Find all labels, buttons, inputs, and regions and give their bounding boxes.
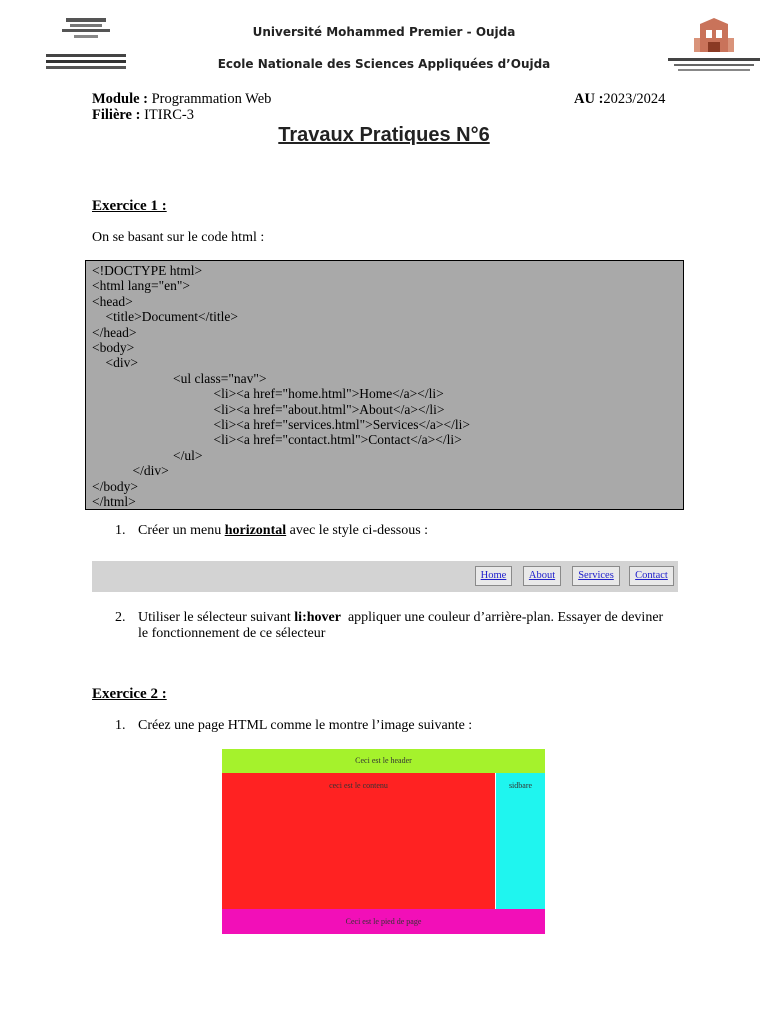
code-line: <!DOCTYPE html> <box>92 263 203 278</box>
exercise2-title: Exercice 2 : <box>92 686 167 702</box>
code-line: </head> <box>92 324 137 340</box>
code-line: </ul> <box>92 447 203 463</box>
ex1-item2-pre: Utiliser le sélecteur suivant <box>138 610 295 625</box>
ex1-item2-post: appliquer une couleur d’arrière-plan. Essayer de deviner <box>340 610 664 625</box>
ex2-item1-text: Créez une page HTML comme le montre l’image suivante : <box>138 718 473 733</box>
code-line: <li><a href="about.html">About</a></li> <box>92 401 445 417</box>
layout-footer: Ceci est le pied de page <box>222 909 545 934</box>
module-line <box>92 91 271 108</box>
code-line: <div> <box>92 355 138 371</box>
filiere-value: ITIRC-3 <box>140 107 195 123</box>
layout-header: Ceci est le header <box>222 749 545 773</box>
module-label: Module : <box>92 91 148 107</box>
code-line: <body> <box>92 340 135 355</box>
ex1-item1-bold: horizontal <box>224 523 287 538</box>
layout-sidebar: sidbare <box>496 773 545 909</box>
ex1-item1-pre: Créer un menu <box>138 523 225 538</box>
code-line: <li><a href="services.html">Services</a></li> <box>92 417 470 432</box>
filiere-label: Filière : <box>92 107 141 123</box>
school-name: Ecole Nationale des Sciences Appliquées d’Oujda <box>217 57 551 71</box>
code-line: <ul class="nav"> <box>92 370 267 386</box>
code-line: <li><a href="contact.html">Contact</a></li> <box>92 432 462 448</box>
filiere-line <box>92 107 194 124</box>
nav-services-link[interactable]: Services <box>572 566 620 586</box>
ex1-item2-bold: li:hover <box>294 610 341 625</box>
code-block <box>85 260 684 510</box>
code-line: <li><a href="home.html">Home</a></li> <box>92 386 444 402</box>
layout-example <box>222 749 545 934</box>
ex1-item1-post: avec le style ci-dessous : <box>286 523 429 538</box>
ex1-item1-number: 1. <box>115 523 126 538</box>
nav-menu-example <box>92 561 678 592</box>
code-line: </div> <box>92 463 169 479</box>
code-line: <title>Document</title> <box>92 309 238 325</box>
ex1-item2-text <box>138 610 663 626</box>
au-value: 2023/2024 <box>603 91 666 107</box>
ex1-item1-text <box>138 523 428 539</box>
ex2-item1-number: 1. <box>115 718 126 733</box>
nav-about-link[interactable]: About <box>523 566 561 586</box>
nav-home-link[interactable]: Home <box>475 566 512 586</box>
page-title: Travaux Pratiques N°6 <box>278 124 490 146</box>
academic-year <box>574 91 665 108</box>
exercise1-intro: On se basant sur le code html : <box>92 230 265 245</box>
ex1-item2-number: 2. <box>115 610 126 625</box>
module-value: Programmation Web <box>147 91 272 107</box>
code-line: </body> <box>92 478 138 494</box>
university-name: Université Mohammed Premier - Oujda <box>252 25 516 39</box>
code-line: </html> <box>92 494 136 509</box>
layout-content: ceci est le contenu <box>222 773 495 909</box>
exercise1-title: Exercice 1 : <box>92 198 167 214</box>
code-line: <html lang="en"> <box>92 278 190 294</box>
au-label: AU : <box>574 91 604 107</box>
nav-contact-link[interactable]: Contact <box>629 566 674 586</box>
code-line: <head> <box>92 293 133 309</box>
ex1-item2-line2: le fonctionnement de ce sélecteur <box>138 626 326 641</box>
